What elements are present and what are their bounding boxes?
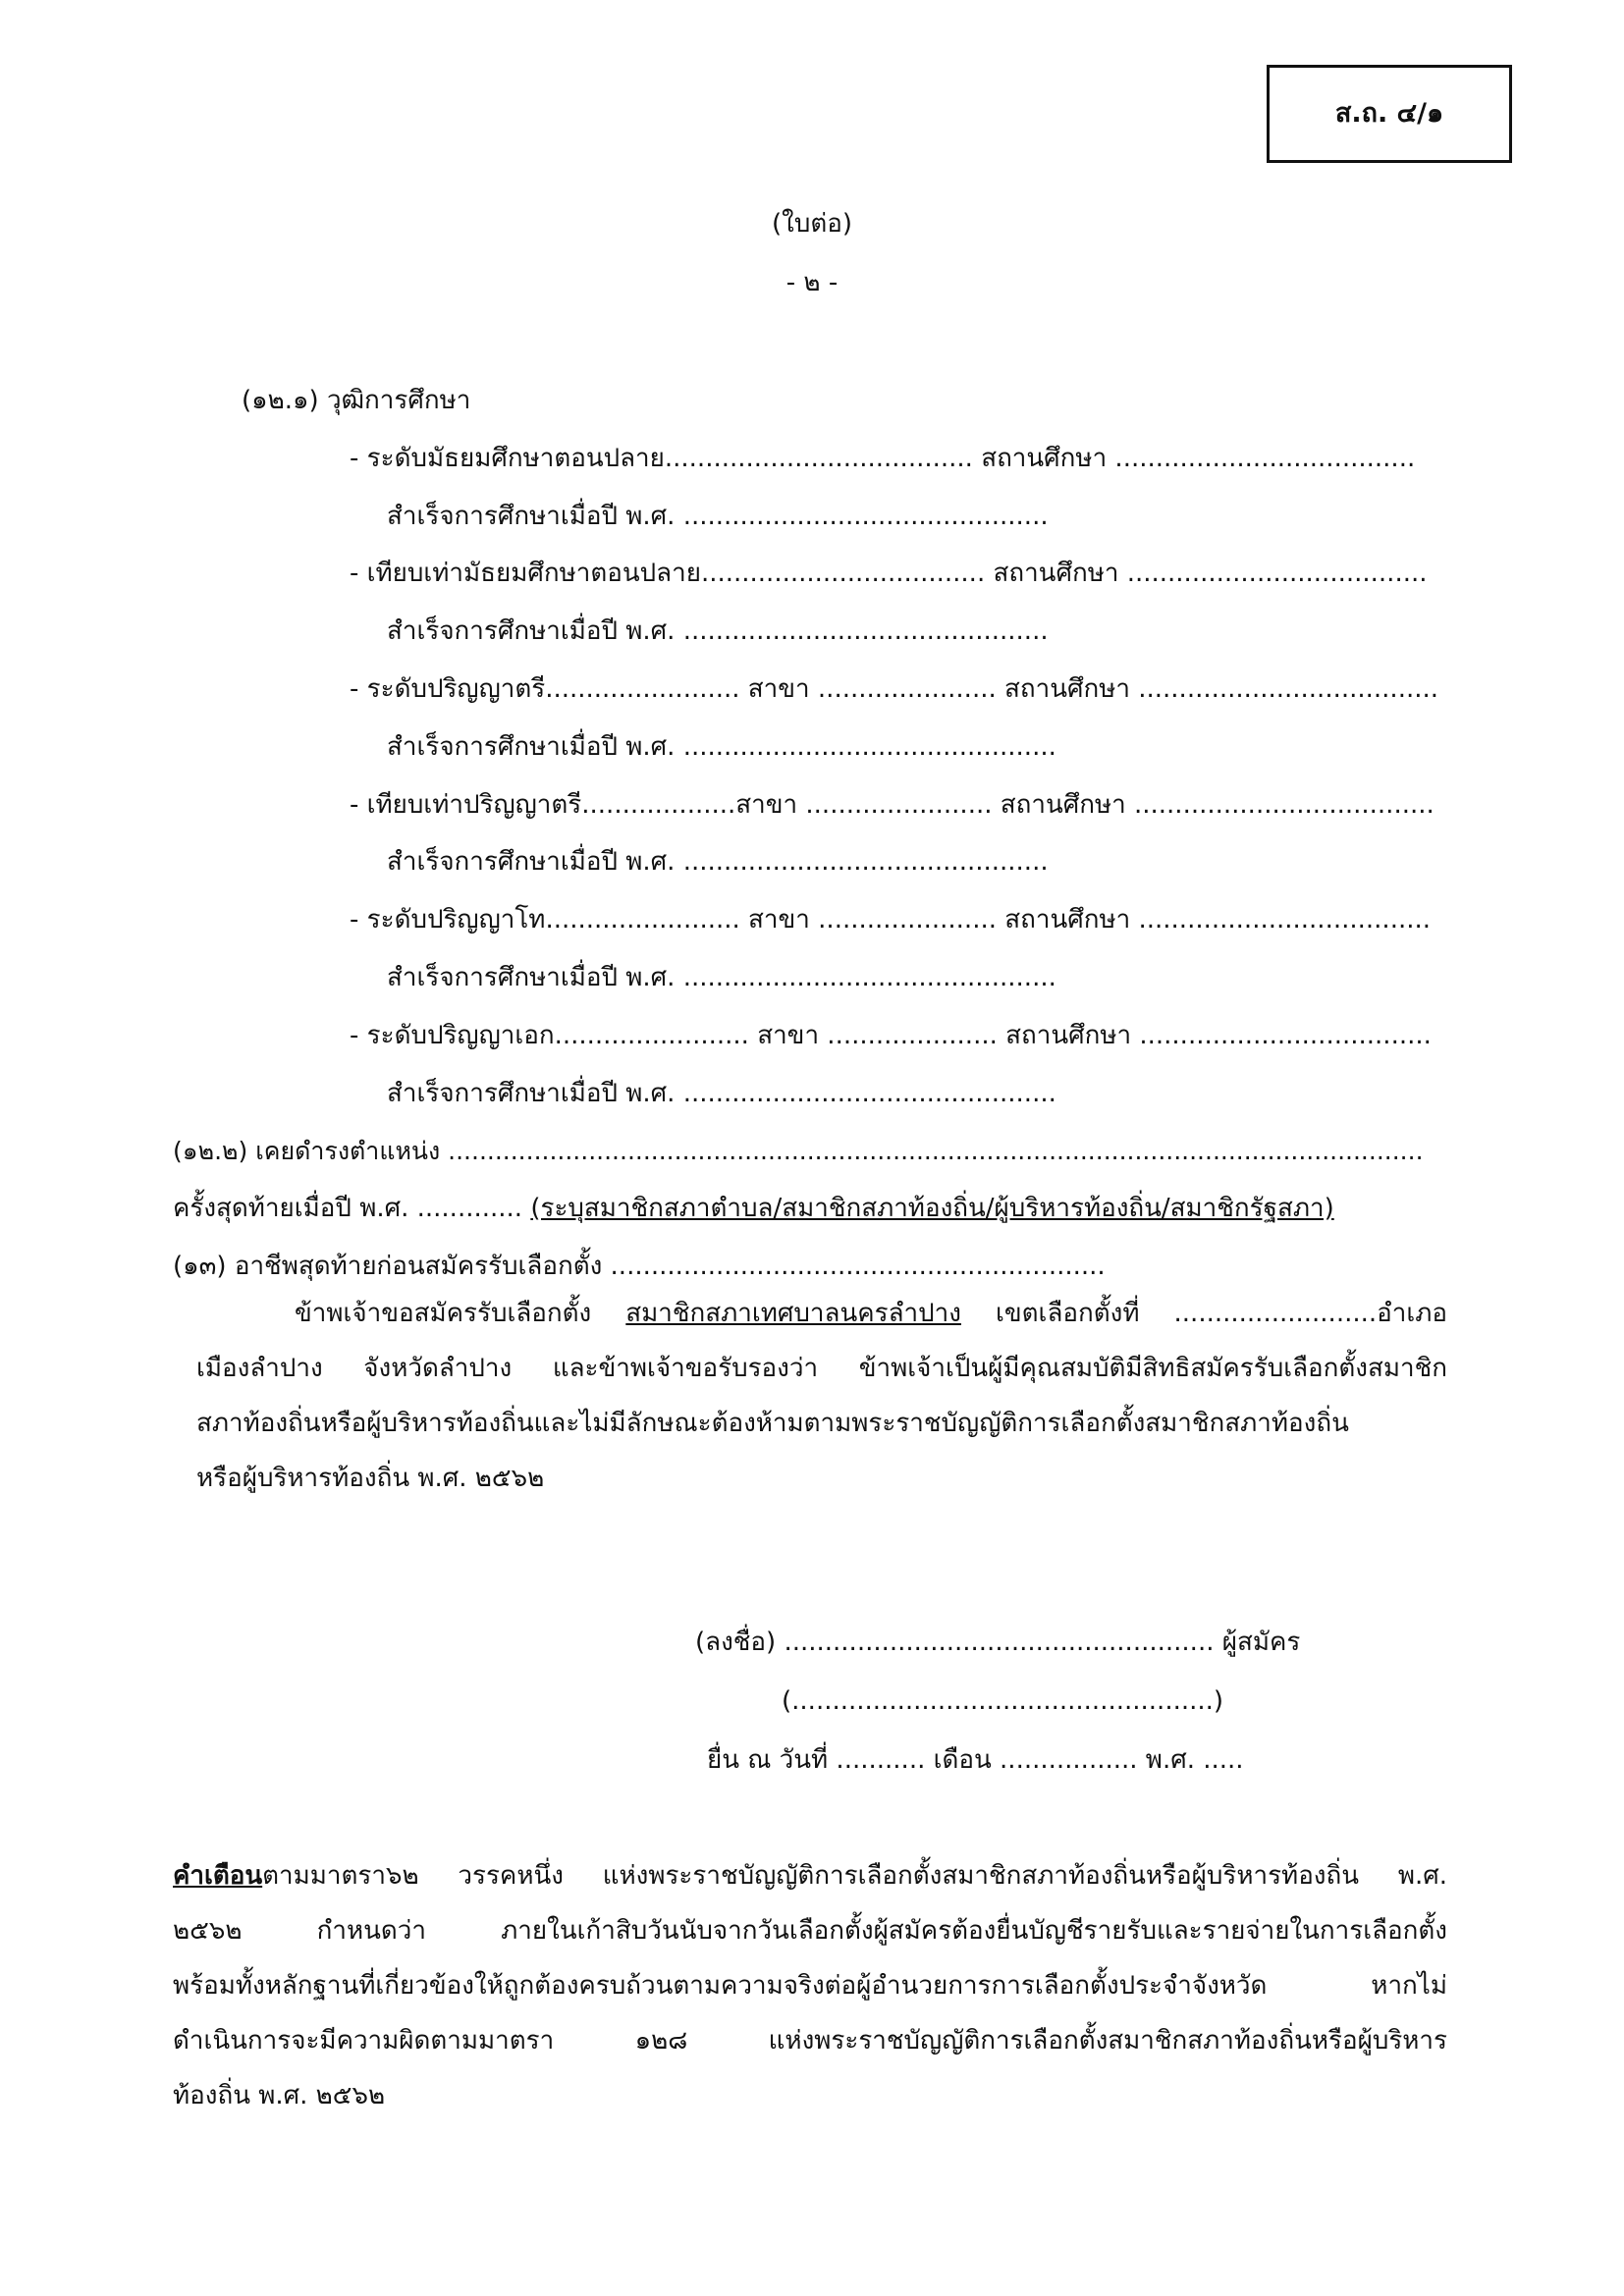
declaration-line-4: หรือผู้บริหารท้องถิ่น พ.ศ. ๒๕๖๒ <box>196 1464 545 1493</box>
warning-label: คำเตือน <box>173 1861 263 1891</box>
edu-item-6-line2: สำเร็จการศึกษาเมื่อปี พ.ศ. .............................................. <box>387 1079 1056 1108</box>
position-year-line <box>173 1193 1334 1226</box>
warning-line-3: พร้อมทั้งหลักฐานที่เกี่ยวข้องให้ถูกต้องครบถ้วนตามความจริงต่อผู้อำนวยการการเลือกตั้งประจำจังหวัด หากไม่ <box>173 1971 1447 2001</box>
declaration-line-2: เมืองลำปาง จังหวัดลำปาง และข้าพเจ้าขอรับรองว่า ข้าพเจ้าเป็นผู้มีคุณสมบัติมีสิทธิสมัครรับเลือกตั้งสมาชิก <box>196 1354 1447 1383</box>
edu-item-4-line1: - เทียบเท่าปริญญาตรี...................สาขา ....................... สถานศึกษา ..................................... <box>350 790 1435 820</box>
warning-line-2: ๒๕๖๒ กำหนดว่า ภายในเก้าสิบวันนับจากวันเลือกตั้งผู้สมัครต้องยื่นบัญชีรายรับและรายจ่ายในการเลือกตั้ง <box>173 1916 1447 1946</box>
form-code-box <box>1267 65 1512 163</box>
form-code: ส.ถ. ๔/๑ <box>1334 98 1444 130</box>
edu-item-5-line2: สำเร็จการศึกษาเมื่อปี พ.ศ. .............................................. <box>387 963 1056 992</box>
edu-item-6-line1: - ระดับปริญญาเอก........................ สาขา ..................... สถานศึกษา .................................... <box>350 1021 1432 1050</box>
declaration-line-3: สภาท้องถิ่นหรือผู้บริหารท้องถิ่นและไม่มีลักษณะต้องห้ามตามพระราชบัญญัติการเลือกตั้งสมาชิกสภาท้องถิ่น <box>196 1409 1349 1438</box>
warning-line-4: ดำเนินการจะมีความผิดตามมาตรา ๑๒๘ แห่งพระราชบัญญัติการเลือกตั้งสมาชิกสภาท้องถิ่นหรือผู้บริหาร <box>173 2026 1447 2056</box>
edu-item-4-line2: สำเร็จการศึกษาเมื่อปี พ.ศ. ............................................. <box>387 847 1049 877</box>
edu-item-2-line2: สำเร็จการศึกษาเมื่อปี พ.ศ. ............................................. <box>387 616 1049 646</box>
edu-item-5-line1: - ระดับปริญญาโท........................ สาขา ...................... สถานศึกษา .................................... <box>350 905 1432 934</box>
submission-date-line: ยื่น ณ วันที่ ........... เดือน ................. พ.ศ. ..... <box>707 1745 1244 1775</box>
signature-name-line: (....................................................) <box>782 1686 1224 1716</box>
edu-item-2-line1: - เทียบเท่ามัธยมศึกษาตอนปลาย................................... สถานศึกษา ..................................... <box>350 559 1428 588</box>
position-year-prefix: ครั้งสุดท้ายเมื่อปี พ.ศ. ............. <box>173 1194 523 1223</box>
edu-item-3-line2: สำเร็จการศึกษาเมื่อปี พ.ศ. .............................................. <box>387 732 1056 762</box>
education-heading: (๑๒.๑) วุฒิการศึกษา <box>242 386 471 415</box>
continued-label: (ใบต่อ) <box>772 209 852 239</box>
position-type-note: (ระบุสมาชิกสภาตำบล/สมาชิกสภาท้องถิ่น/ผู้บริหารท้องถิ่น/สมาชิกรัฐสภา) <box>530 1194 1334 1223</box>
council-name: สมาชิกสภาเทศบาลนครลำปาง <box>625 1299 961 1328</box>
declaration-line-1 <box>295 1298 1447 1331</box>
warning-line-1-text: ตามมาตรา๖๒ วรรคหนึ่ง แห่งพระราชบัญญัติการเลือกตั้งสมาชิกสภาท้องถิ่นหรือผู้บริหารท้องถิ่น พ.ศ. <box>262 1861 1447 1891</box>
edu-item-3-line1: - ระดับปริญญาตรี........................ สาขา ...................... สถานศึกษา ..................................... <box>350 674 1439 704</box>
declaration-district: เขตเลือกตั้งที่ .........................อำเภอ <box>996 1299 1447 1328</box>
declaration-prefix: ข้าพเจ้าขอสมัครรับเลือกตั้ง <box>295 1299 592 1328</box>
page-number: - ๒ - <box>785 268 839 297</box>
warning-line-5: ท้องถิ่น พ.ศ. ๒๕๖๒ <box>173 2081 386 2110</box>
warning-line-1 <box>173 1860 1447 1894</box>
signature-line: (ลงชื่อ) ..................................................... ผู้สมัคร <box>695 1628 1301 1657</box>
occupation-line: (๑๓) อาชีพสุดท้ายก่อนสมัครรับเลือกตั้ง ............................................................. <box>173 1252 1106 1281</box>
edu-item-1-line1: - ระดับมัธยมศึกษาตอนปลาย...................................... สถานศึกษา ..................................... <box>350 444 1416 473</box>
position-line: (๑๒.๒) เคยดำรงตำแหน่ง ............................................................................................................................. <box>173 1137 1424 1165</box>
edu-item-1-line2: สำเร็จการศึกษาเมื่อปี พ.ศ. ............................................. <box>387 502 1049 531</box>
